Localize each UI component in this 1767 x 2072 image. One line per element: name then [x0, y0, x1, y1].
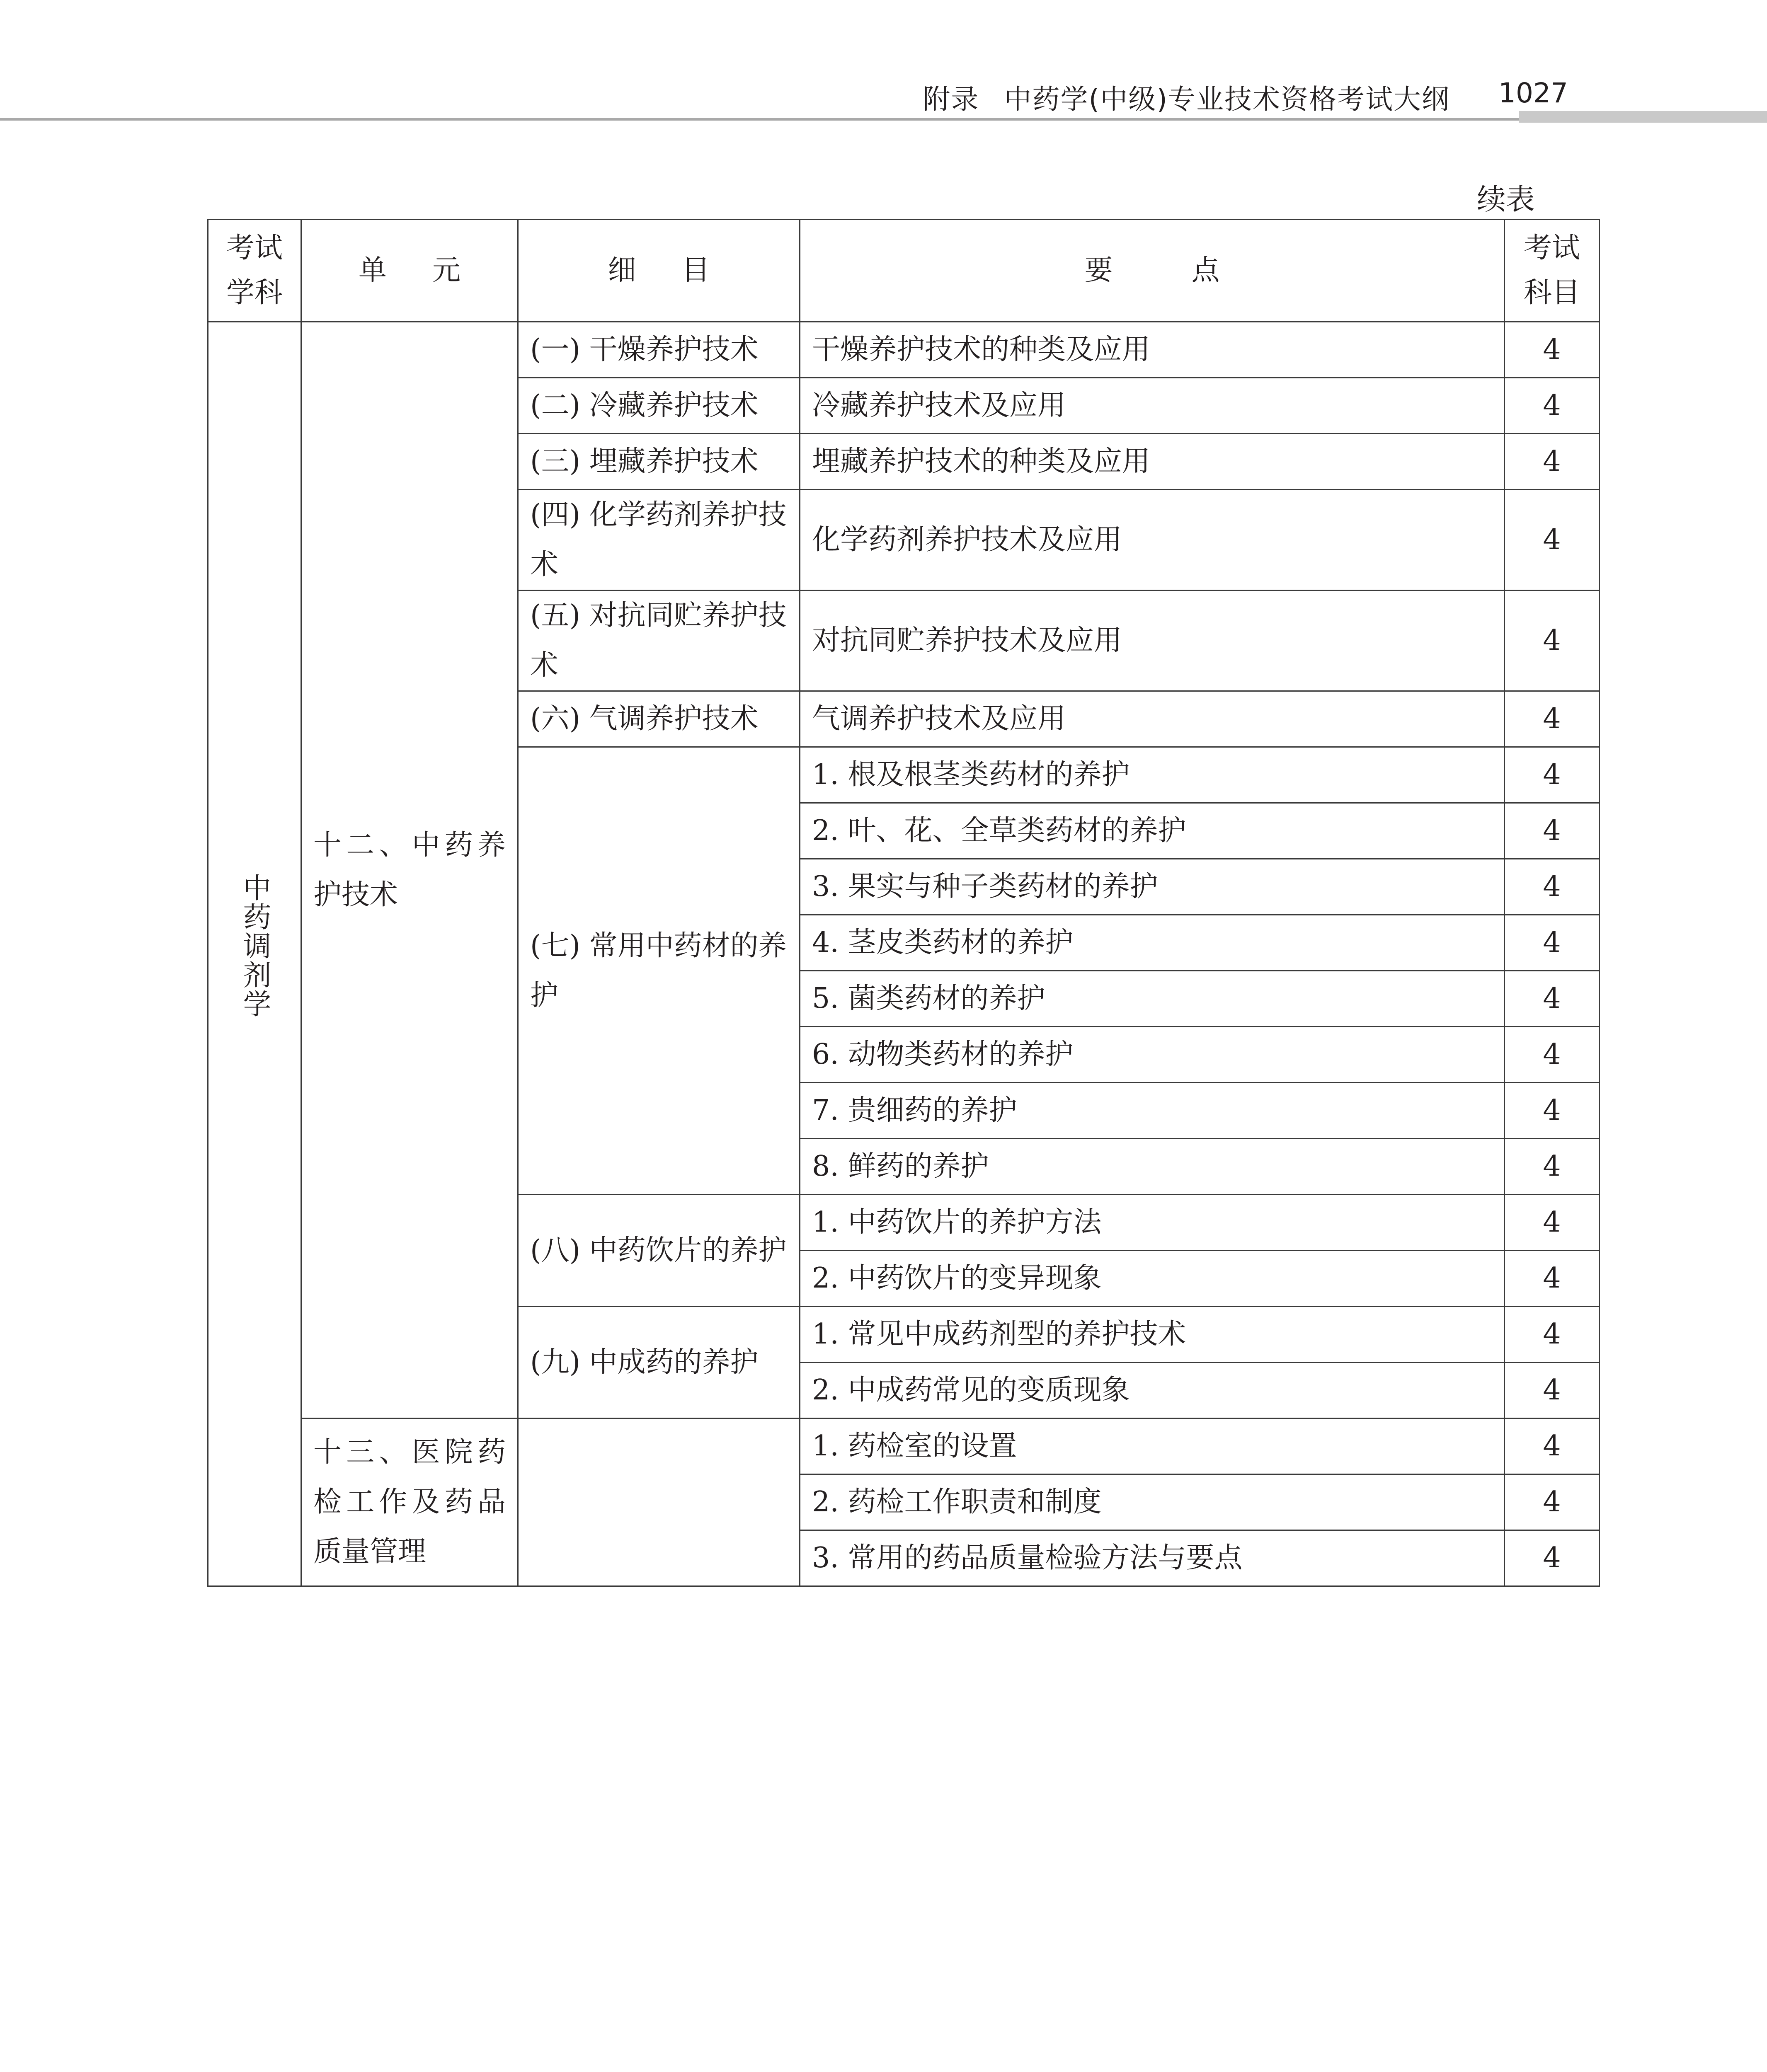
point-cell: 1. 中药饮片的养护方法 — [800, 1195, 1505, 1251]
exam-cell: 4 — [1505, 1474, 1600, 1530]
item-cell: (二) 冷藏养护技术 — [518, 378, 800, 434]
col-header-point: 要 点 — [800, 220, 1505, 322]
point-cell: 1. 药检室的设置 — [800, 1418, 1505, 1474]
point-cell: 5. 菌类药材的养护 — [800, 971, 1505, 1027]
col-header-unit: 单 元 — [301, 220, 518, 322]
exam-cell: 4 — [1505, 1083, 1600, 1139]
table-header-row — [208, 220, 1600, 322]
exam-cell: 4 — [1505, 971, 1600, 1027]
exam-cell: 4 — [1505, 1195, 1600, 1251]
item-cell: (一) 干燥养护技术 — [518, 322, 800, 378]
item-cell: (七) 常用中药材的养护 — [518, 747, 800, 1195]
exam-cell: 4 — [1505, 322, 1600, 378]
point-cell: 2. 药检工作职责和制度 — [800, 1474, 1505, 1530]
item-cell: (九) 中成药的养护 — [518, 1307, 800, 1418]
item-cell: (五) 对抗同贮养护技术 — [518, 591, 800, 691]
point-cell: 2. 叶、花、全草类药材的养护 — [800, 803, 1505, 859]
table-row — [208, 1418, 1600, 1474]
point-cell: 3. 常用的药品质量检验方法与要点 — [800, 1530, 1505, 1586]
header-section: 附录 — [923, 83, 979, 115]
point-cell: 化学药剂养护技术及应用 — [800, 490, 1505, 591]
point-cell: 8. 鲜药的养护 — [800, 1139, 1505, 1195]
col-header-subject: 考试 学科 — [208, 220, 301, 322]
point-cell: 7. 贵细药的养护 — [800, 1083, 1505, 1139]
point-cell: 1. 常见中成药剂型的养护技术 — [800, 1307, 1505, 1363]
exam-cell: 4 — [1505, 803, 1600, 859]
point-cell: 冷藏养护技术及应用 — [800, 378, 1505, 434]
exam-cell: 4 — [1505, 1251, 1600, 1307]
point-cell: 气调养护技术及应用 — [800, 691, 1505, 747]
exam-cell: 4 — [1505, 859, 1600, 915]
point-cell: 2. 中药饮片的变异现象 — [800, 1251, 1505, 1307]
point-cell: 2. 中成药常见的变质现象 — [800, 1363, 1505, 1418]
point-cell: 干燥养护技术的种类及应用 — [800, 322, 1505, 378]
header-title: 中药学(中级)专业技术资格考试大纲 — [1004, 83, 1450, 115]
continued-label: 续表 — [1477, 182, 1535, 216]
col-header-item: 细 目 — [518, 220, 800, 322]
header-tab-bar — [1519, 111, 1767, 123]
point-cell: 4. 茎皮类药材的养护 — [800, 915, 1505, 971]
exam-cell: 4 — [1505, 1530, 1600, 1586]
exam-cell: 4 — [1505, 1027, 1600, 1083]
exam-cell: 4 — [1505, 747, 1600, 803]
col-header-exam: 考试 科目 — [1505, 220, 1600, 322]
unit-cell-13: 十三、医院药检工作及药品质量管理 — [301, 1418, 518, 1586]
item-cell: (三) 埋藏养护技术 — [518, 434, 800, 490]
exam-cell: 4 — [1505, 915, 1600, 971]
exam-cell: 4 — [1505, 1418, 1600, 1474]
exam-outline-table — [207, 219, 1600, 1587]
point-cell: 埋藏养护技术的种类及应用 — [800, 434, 1505, 490]
exam-cell: 4 — [1505, 1363, 1600, 1418]
item-cell: (四) 化学药剂养护技术 — [518, 490, 800, 591]
exam-cell: 4 — [1505, 378, 1600, 434]
exam-cell: 4 — [1505, 1139, 1600, 1195]
header-rule — [0, 118, 1767, 121]
point-cell: 6. 动物类药材的养护 — [800, 1027, 1505, 1083]
point-cell: 1. 根及根茎类药材的养护 — [800, 747, 1505, 803]
exam-cell: 4 — [1505, 434, 1600, 490]
unit-cell-12: 十二、中药养护技术 — [301, 322, 518, 1418]
table-row — [208, 322, 1600, 378]
point-cell: 对抗同贮养护技术及应用 — [800, 591, 1505, 691]
running-header — [923, 77, 1450, 116]
point-cell: 3. 果实与种子类药材的养护 — [800, 859, 1505, 915]
exam-cell: 4 — [1505, 490, 1600, 591]
exam-cell: 4 — [1505, 691, 1600, 747]
exam-cell: 4 — [1505, 1307, 1600, 1363]
page-number: 1027 — [1498, 77, 1568, 109]
exam-cell: 4 — [1505, 591, 1600, 691]
subject-cell: 中药调剂学 — [208, 322, 301, 1586]
item-cell-empty — [518, 1418, 800, 1586]
item-cell: (六) 气调养护技术 — [518, 691, 800, 747]
item-cell: (八) 中药饮片的养护 — [518, 1195, 800, 1307]
